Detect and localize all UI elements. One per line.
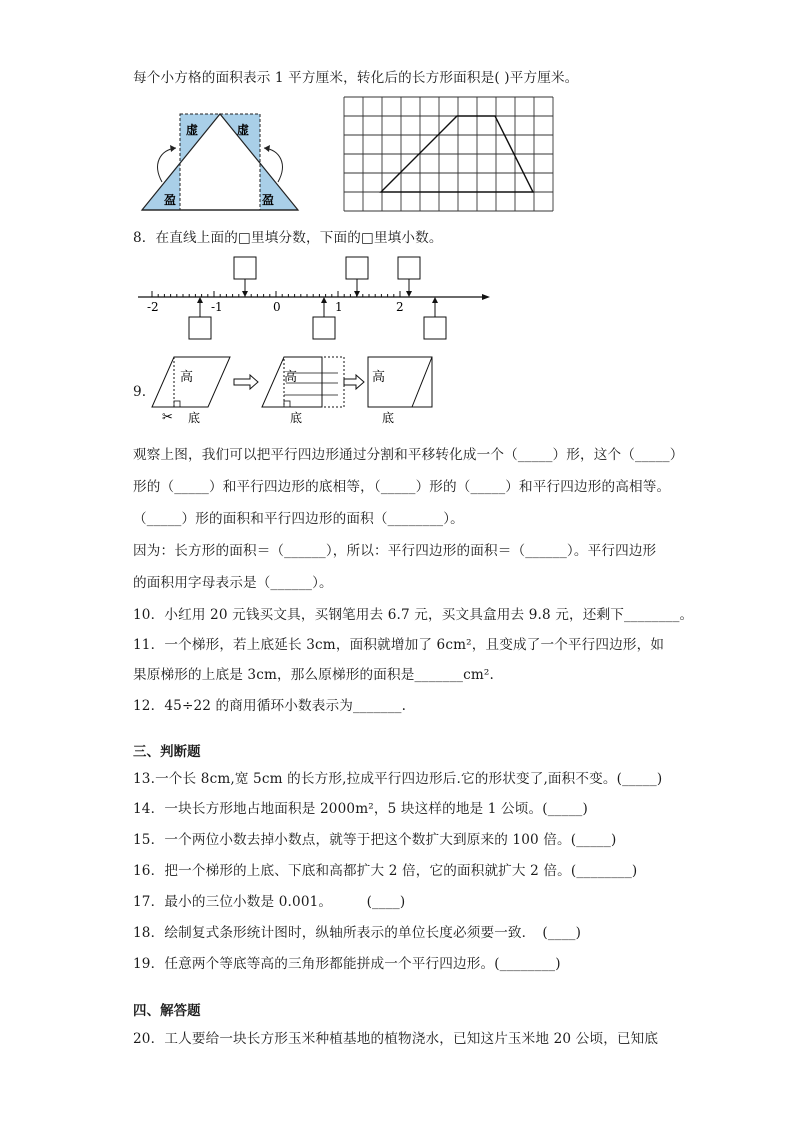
base-label-1: 底 [188,411,201,425]
q10-text: 10．小红用 20 元钱买文具，买钢笔用去 6.7 元，买文具盒用去 9.8 元，还剩下________。 [133,607,694,623]
height-label-1: 高 [180,370,194,385]
q9-line-3: （_____）形的面积和平行四边形的面积（________）。 [133,511,464,527]
height-label-3: 高 [372,370,386,385]
judgment-13: 13.一个长 8cm,宽 5cm 的长方形,拉成平行四边形后.它的形状变了,面积不变。(_____) [133,771,663,787]
section-3-heading: 三、判断题 [133,745,201,760]
number-line-figure [134,255,494,345]
triangle-transform-figure [140,112,300,212]
base-label-2: 底 [290,411,303,425]
judgment-17: 17．最小的三位小数是 0.001。 (____) [133,894,406,910]
judgment-19: 19．任意两个等底等高的三角形都能拼成一个平行四边形。(________) [133,956,561,972]
surplus-label-right: 盈 [262,193,275,207]
grid-trapezoid-figure [343,96,561,212]
q11-line-2: 果原梯形的上底是 3cm，那么原梯形的面积是_______cm². [133,667,494,683]
judgment-16: 16．把一个梯形的上底、下底和高都扩大 2 倍，它的面积就扩大 2 倍。(________) [133,863,638,879]
q12-text: 12．45÷22 的商用循环小数表示为_______. [133,698,407,714]
section-4-heading: 四、解答题 [133,1004,201,1019]
surplus-label-left: 盈 [164,193,177,207]
q9-line-4: 因为：长方形的面积＝（______），所以：平行四边形的面积＝（______）。平行四边形 [133,543,657,559]
deficit-label-right: 虚 [237,123,250,137]
q9-line-5: 的面积用字母表示是（______）。 [133,575,333,591]
tick-label-1: 1 [335,300,343,314]
q20-text: 20．工人要给一块长方形玉米种植基地的植物浇水，已知这片玉米地 20 公顷，已知底 [133,1031,659,1047]
q9-line-2: 形的（_____）和平行四边形的底相等，（_____）形的（_____）和平行四边形的高相等。 [133,479,671,495]
tick-label-neg2: -2 [147,300,159,314]
height-label-2: 高 [284,370,298,385]
q11-line-1: 11．一个梯形，若上底延长 3cm，面积就增加了 6cm²，且变成了一个平行四边形，如 [133,637,665,653]
tick-label-0: 0 [273,300,281,314]
judgment-15: 15．一个两位小数去掉小数点，就等于把这个数扩大到原来的 100 倍。(_____) [133,832,617,848]
q7-text: 每个小方格的面积表示 1 平方厘米，转化后的长方形面积是( )平方厘米。 [133,70,579,86]
judgment-14: 14．一块长方形地占地面积是 2000m²，5 块这样的地是 1 公顷。(_____) [133,801,588,817]
q9-number: 9. [133,384,147,400]
base-label-3: 底 [382,411,395,425]
judgment-18: 18．绘制复式条形统计图时，纵轴所表示的单位长度必须要一致． (____) [133,925,582,941]
q8-text: 8．在直线上面的□里填分数，下面的□里填小数。 [133,230,443,246]
scissors-icon: ✂ [162,410,173,425]
tick-label-2: 2 [396,300,404,314]
parallelogram-transform-figure [150,355,440,427]
deficit-label-left: 虚 [186,123,199,137]
tick-label-neg1: -1 [211,300,223,314]
q9-line-1: 观察上图，我们可以把平行四边形通过分割和平移转化成一个（_____）形，这个（_____） [133,447,684,463]
